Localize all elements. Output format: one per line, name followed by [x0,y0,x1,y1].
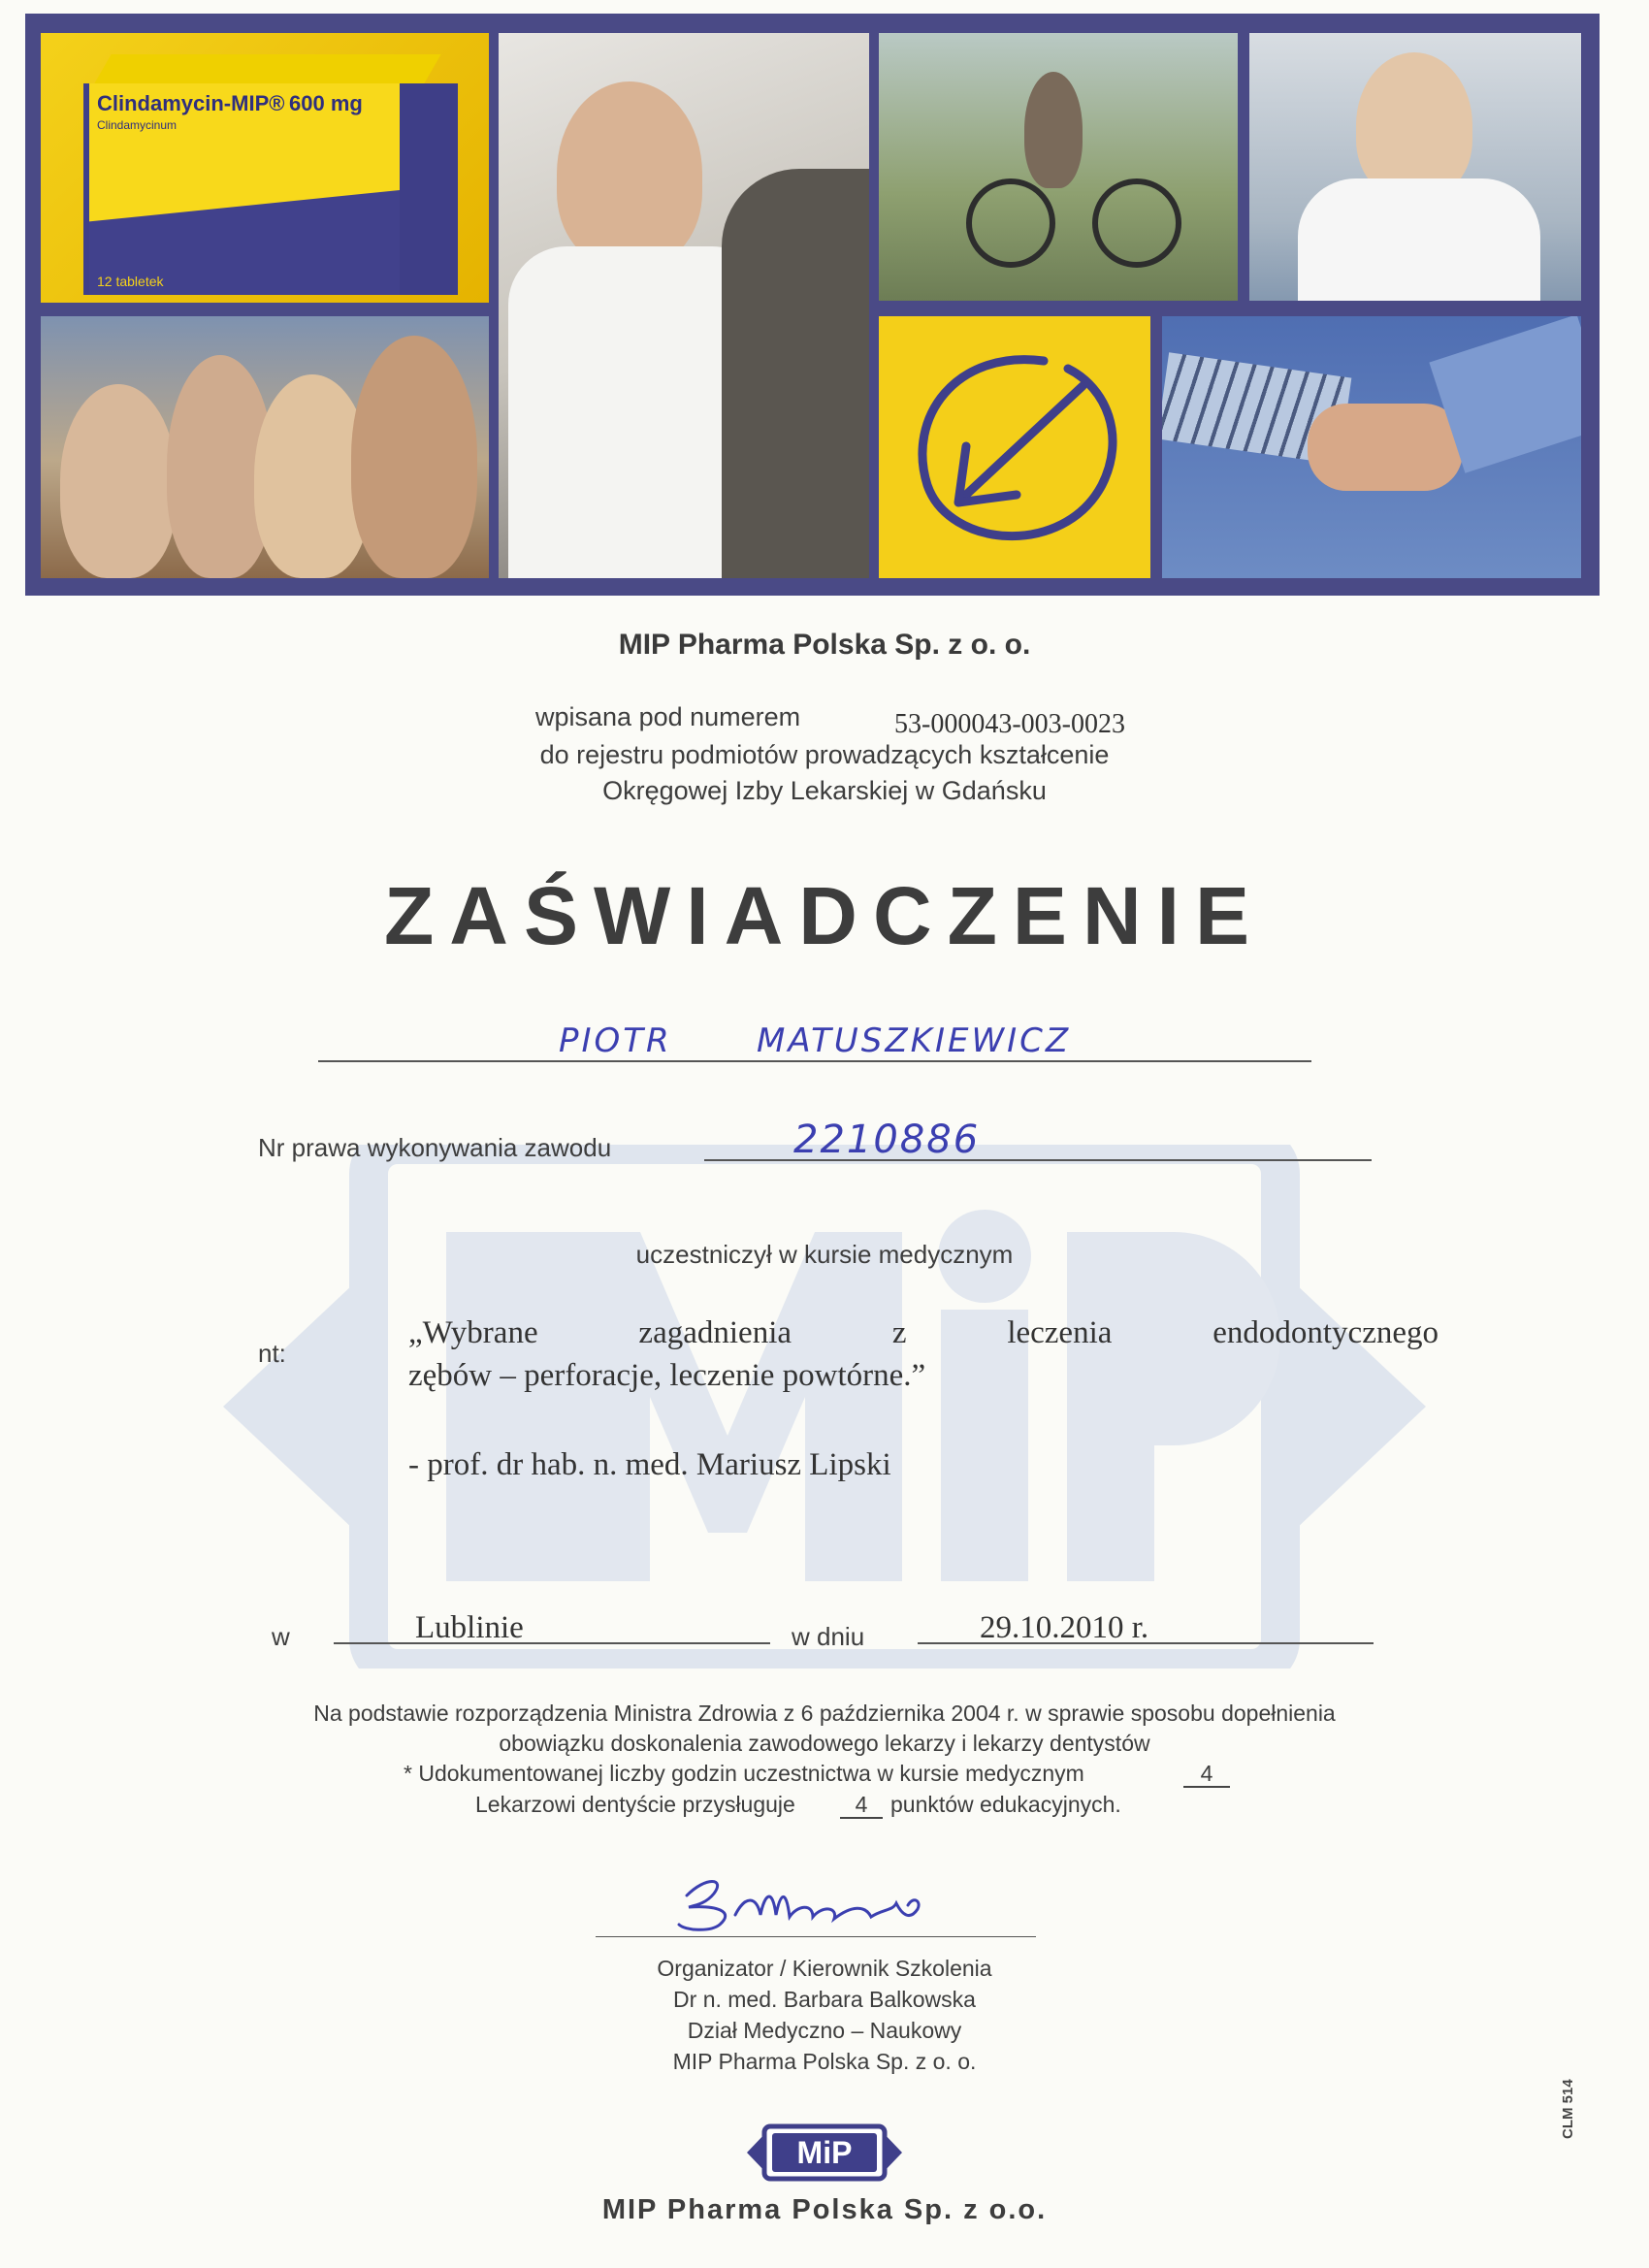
box-side [394,83,458,295]
handwritten-signature [667,1866,949,1944]
participation-text: uczestniczył w kursie medycznym [635,1240,1014,1269]
document-code: CLM 514 [1560,2079,1576,2139]
drug-box-photo [41,33,489,303]
points-text-after: punktów edukacyjnych. [890,1792,1121,1817]
signature-company: MIP Pharma Polska Sp. z o. o. [672,2049,977,2074]
registration-label: wpisana pod numerem [535,702,801,731]
box-sub-text: Clindamycinum [97,118,178,132]
hours-value: 4 [1183,1761,1230,1788]
registration-number: 53-000043-003-0023 [894,709,1125,739]
participant-last-name: MATUSZKIEWICZ [757,1021,1072,1060]
cyclist-figure [1024,72,1083,188]
bike-wheel [966,178,1055,268]
legal-line-1: Na podstawie rozporządzenia Ministra Zdrowia z 6 października 2004 r. w sprawie sposobu dopełnienia [313,1701,1336,1726]
date-label: w dniu [792,1622,865,1651]
document-title: ZAŚWIADCZENIE [384,870,1265,961]
signature-department: Dział Medyczno – Naukowy [687,2018,962,2043]
handshake-photo [1162,316,1581,578]
organization-name: MIP Pharma Polska Sp. z o. o. [618,629,1031,661]
topic-line-1: „Wybrane zagadnienia z leczenia endodontycznego [408,1315,1439,1350]
mip-logo-icon [747,2122,902,2183]
box-count-text: 12 tabletek [97,274,164,289]
participant-first-name: PIOTR [559,1021,672,1060]
family-photo [41,316,489,578]
lab-coat [1298,178,1540,301]
signature-line [596,1936,1036,1937]
name-underline [318,1060,1311,1062]
box-dose-text: 600 mg [289,91,363,115]
clock-tile [879,316,1150,578]
legal-line-2: obowiązku doskonalenia zawodowego lekarzy i lekarzy dentystów [499,1731,1150,1756]
header-photo-collage [25,14,1600,596]
license-number: 2210886 [793,1118,981,1162]
place-value: Lublinie [415,1610,524,1645]
footer-company-name: MIP Pharma Polska Sp. z o.o. [601,2194,1048,2225]
doctor-head [557,81,702,266]
box-brand-text: Clindamycin-MIP® [97,91,285,115]
license-underline [704,1159,1372,1161]
doctor-photo [499,33,869,578]
box-top [94,54,440,83]
place-underline [334,1642,770,1644]
person-figure [351,336,477,578]
date-value: 29.10.2010 r. [980,1610,1149,1645]
registration-line-2: do rejestru podmiotów prowadzących kształcenie [539,740,1110,769]
topic-line-2: zębów – perforacje, leczenie powtórne.” [408,1358,926,1393]
bike-wheel [1092,178,1181,268]
license-label: Nr prawa wykonywania zawodu [258,1133,612,1162]
logo-text: MiP [796,2135,853,2170]
points-value: 4 [840,1792,883,1819]
clock-arrow-icon [898,340,1131,553]
signature-role: Organizator / Kierownik Szkolenia [657,1956,992,1981]
lab-photo [1249,33,1581,301]
points-text-before: Lekarzowi dentyście przysługuje [475,1792,795,1817]
person-figure [60,384,177,578]
lecturer: - prof. dr hab. n. med. Mariusz Lipski [408,1447,891,1482]
place-label: w [272,1622,290,1651]
registration-line-3: Okręgowej Izby Lekarskiej w Gdańsku [602,776,1047,805]
date-underline [918,1642,1374,1644]
hands [1308,404,1463,491]
hours-text: * Udokumentowanej liczby godzin uczestnictwa w kursie medycznym [404,1761,1084,1786]
topic-label: nt: [258,1339,286,1368]
cyclists-photo [879,33,1238,301]
mip-watermark-logo [223,1145,1426,1669]
patient-silhouette [722,169,869,578]
scientist-head [1356,52,1472,198]
signature-name: Dr n. med. Barbara Balkowska [673,1987,976,2012]
